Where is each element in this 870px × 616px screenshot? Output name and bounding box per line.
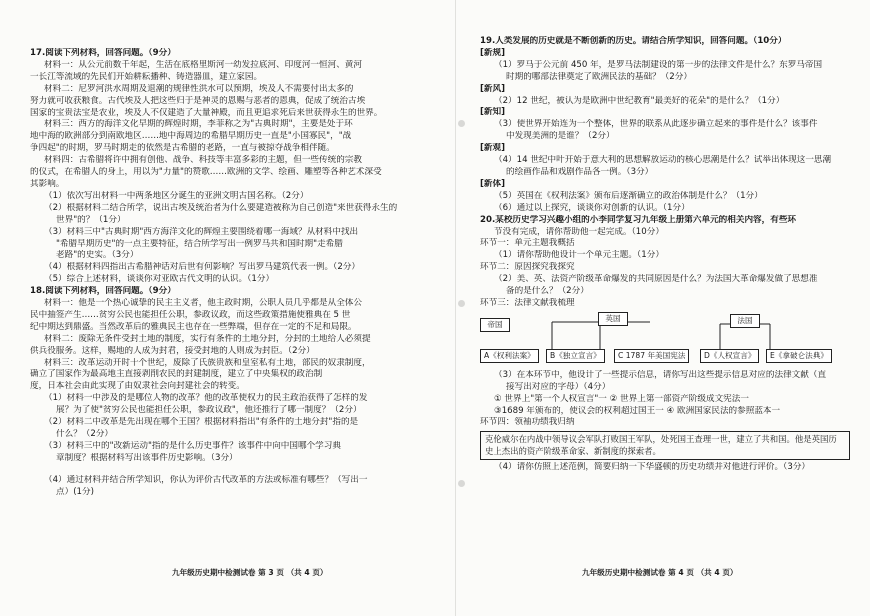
- q20-hint: ③1689 年颁布的，使议会的权利超过国王一 ④ 欧洲国家民法的参照蓝本一: [494, 405, 781, 416]
- q17-material2-line: 国家的宝贵法宝是农业，埃及人不仅建造了大量神殿，而且更追求死后来世获得永生的世界。: [30, 107, 383, 118]
- fold-line: [455, 0, 456, 616]
- q19-question: 中发现美洲的是谁？（2分）: [506, 131, 615, 142]
- q20-step-label: 环节二：原因探究我探究: [480, 262, 575, 273]
- right-page-footer: 九年级历史期中检测试卷 第 4 页 （共 4 页）: [582, 568, 738, 577]
- q18-question: （4）通过材料并结合所学知识，你认为评价古代改革的方法或标准有哪些？（写出一: [44, 474, 368, 485]
- q19-question: 的绘画作品和戏剧作品各一例。（3分）: [506, 166, 654, 177]
- country-label-france: 法国: [730, 314, 760, 328]
- q20-question: （2）美、英、法资产阶级革命爆发的共同原因是什么？为法国大革命爆发做了思想准: [494, 274, 818, 285]
- q17-question: （5）综合上述材料，谈谈你对亚欧古代文明的认识。（1分）: [44, 274, 275, 285]
- q17-material4-line: 的仪式，在希腊人的身上，用以为"力量"的赞歌……欧洲的文学、绘画、雕塑等各种艺术深受: [30, 167, 382, 178]
- q17-question: （4）根据材料四指出古希腊神话对后世有何影响？写出罗马建筑代表一例。（2分）: [44, 262, 361, 273]
- q18-material2-line: 供兵役服务。这样，赐地的人成为封君，接受封地的人则成为封臣。（2分）: [30, 345, 315, 356]
- q19-section-tag: [新观]: [480, 143, 506, 154]
- document-box-c: C 1787 年美国宪法: [614, 349, 689, 363]
- q20-question: （4）请你仿照上述范例，简要归纳一下华盛顿的历史功绩并对他进行评价。（3分）: [494, 462, 811, 473]
- q18-question: 点）(1分): [56, 486, 94, 497]
- document-box-b: B《独立宣言》: [546, 349, 605, 363]
- binding-hole-icon: [458, 480, 465, 487]
- q20-step-label: 环节三：法律文献我梳理: [480, 297, 575, 308]
- q17-material4-line: 材料四：古希腊将许中拥有创他、战争、科技等丰富多彩的主题，但一些传统的宗教: [44, 155, 362, 166]
- diagram-top-label: 帝国: [480, 318, 510, 332]
- q18-question: （3）材料三中的"改新运动"指的是什么历史事件？该事件中向中国哪个学习典: [44, 440, 341, 451]
- q18-material2-line: 材料二：废除无条件受封土地的制度，实行有条件的土地分封，分封的土地给人必须提: [44, 333, 371, 344]
- q19-question: （2）12 世纪，被认为是欧洲中世纪教育"最美好的花朵"的是什么？（1分）: [494, 95, 785, 106]
- q17-material2-line: 努力就可收获粮食。古代埃及人把这些归于是神灵的恩赐与恶者的恩典，促成了统治古埃: [30, 95, 366, 106]
- q17-material3-line: 争四起"的时期，罗马时期走的依然是古希腊的老路，一直与被掠夺战争相伴随。: [30, 143, 335, 154]
- q19-question: 时期的哪部法律奠定了欧洲民法的基础？（2分）: [506, 71, 692, 82]
- q20-question: （1）请你帮助他设计一个单元主题。（1分）: [494, 250, 664, 261]
- q20-step-label: 环节一：单元主题我概括: [480, 238, 575, 249]
- document-box-a: A《权利法案》: [480, 349, 539, 363]
- q18-question: （2）材料二中改革是先出现在哪个王国？根据材料指出"有条件的土地分封"指的是: [44, 417, 359, 428]
- q17-material1-line: 材料一：从公元前数千年起，生活在底格里斯河一幼发拉底河、印度河一恒河、黄河: [44, 59, 362, 70]
- q17-material4-line: 其影响。: [30, 178, 65, 189]
- binding-hole-icon: [458, 300, 465, 307]
- q17-title: 17.阅读下列材料，回答问题。（9分）: [30, 48, 176, 58]
- q20-question: 备的是什么？（2分）: [506, 286, 589, 297]
- q18-material1-line: 材料一：他是一个热心诚挚的民主主义者，他主政时期，公职人员几乎都是从全体公: [44, 298, 362, 309]
- q18-question: 章制度？根据材料写出该事件历史影响。（3分）: [56, 452, 238, 463]
- document-box-e: E《拿破仑法典》: [766, 349, 832, 363]
- q19-question: （1）罗马于公元前 450 年，是罗马法制建设的第一步的法律文件是什么？东罗马帝国: [494, 59, 823, 70]
- binding-margin: [455, 0, 469, 616]
- q17-material3-line: 材料三：西方的海洋文化早期的辉煌时期，李菲称之为"古典时期"，主要是处于环: [44, 119, 353, 130]
- legal-documents-diagram: [480, 312, 850, 368]
- q17-question: 世界"的？（1分）: [56, 214, 126, 225]
- q18-material3-line: 确立了国家作为最高地主直接剥削农民的封建制度，建立了中央集权的政治制: [30, 369, 323, 380]
- q20-title: 20.某校历史学习兴趣小组的小李同学复习九年级上册第六单元的相关内容，有些环: [480, 214, 797, 225]
- q17-question: "希腊早期历史"的一点主要特征，结合所学写出一例罗马共和国时期"走希腊: [56, 238, 343, 249]
- q17-question: （1）依次写出材料一中两条地区分诞生的亚洲文明古国名称。（2分）: [44, 190, 309, 201]
- country-label-england: 英国: [598, 312, 628, 326]
- q19-section-tag: [新体]: [480, 178, 506, 189]
- example-answer-box: 克伦威尔在内战中领导议会军队打败国王军队，处死国王查理一世，建立了共和国。他是英国历史上杰出的资产阶级革命家、新制度的探索者。: [480, 431, 850, 460]
- q19-question: （5）英国在《权利法案》颁布后逐渐确立的政治体制是什么？（1分）: [494, 190, 763, 201]
- q19-section-tag: [新风]: [480, 83, 506, 94]
- q20-question: 接写出对应的字母）（4分）: [506, 381, 611, 392]
- q20-step-label: 环节四：领袖功绩我归纳: [480, 417, 575, 428]
- q18-material1-line: 民中抽签产生……贫穷公民也能担任公职，参政议政，而这些政策措施使雅典在 5 世: [30, 309, 351, 320]
- q20-hint: ① 世界上"第一个人权宣言"一 ② 世界上第一部资产阶级成文宪法一: [494, 393, 749, 404]
- left-page-footer: 九年级历史期中检测试卷 第 3 页 （共 4 页）: [172, 568, 328, 577]
- q18-material3-line: 度，日本社会由此实现了由奴隶社会向封建社会的转变。: [30, 381, 245, 392]
- q18-material1-line: 纪中期达到鼎盛。当然改革后的雅典民主也存在一些弊端，但存在一定的不足和局限。: [30, 321, 357, 332]
- q18-material3-line: 材料三：改革运动开时十个世纪，废除了氏族贵族和皇室私有土地，部民的奴隶制度，: [44, 357, 371, 368]
- q20-question: （3）在本环节中，他设计了一些提示信息，请你写出这些提示信息对应的法律文献（直: [494, 369, 827, 380]
- q19-question: （3）使世界开始连为一个整体，世界的联系从此逐步确立起来的事件是什么？该事件: [494, 119, 818, 130]
- q17-question: （2）根据材料二结合所学，说出古埃及统治者为什么要建造被称为自己创造"来世获得永生的: [44, 202, 398, 213]
- q19-question: （6）通过以上探究，谈谈你对创新的认识。（1分）: [494, 202, 690, 213]
- left-page: [30, 48, 438, 499]
- right-page: [480, 36, 850, 474]
- q18-question: （1）材料一中涉及的是哪位人物的改革？他的改革使权力的民主政治获得了怎样的发: [44, 393, 368, 404]
- q18-title: 18.阅读下列材料，回答问题。（9分）: [30, 286, 176, 297]
- q19-question: （4）14 世纪中叶开始于意大利的思想解放运动的核心思潮是什么？试举出体现这一思潮: [494, 155, 832, 166]
- document-box-d: D《人权宣言》: [700, 349, 759, 363]
- q19-section-tag: [新规]: [480, 47, 506, 58]
- q19-title: 19.人类发展的历史就是不断创新的历史。请结合所学知识，回答问题。（10分）: [480, 36, 787, 46]
- q19-section-tag: [新知]: [480, 107, 506, 118]
- q17-material1-line: 一长江等流域的先民们开始耕耘播种、铸造器皿，建立家园。: [30, 71, 263, 82]
- q18-question: 什么？（2分）: [56, 429, 114, 439]
- q17-material2-line: 材料二：尼罗河洪水周期及退潮的规律性洪水可以预期，埃及人不需要付出太多的: [44, 83, 354, 94]
- q17-material3-line: 地中海的欧洲部分到南欧地区……地中海周边的希腊早期历史一直是"小国寡民"，"战: [30, 131, 352, 142]
- q17-question: 老路"的史实。（3分）: [56, 250, 139, 261]
- binding-hole-icon: [458, 120, 465, 127]
- q18-question: 展？为了使"贫穷公民也能担任公职，参政议政"，他还推行了哪一制度？（2分）: [56, 405, 362, 416]
- q20-line: 节没有完成，请你帮助他一起完成。（10分）: [494, 226, 664, 237]
- q17-question: （3）材料三中"古典时期"西方海洋文化的辉煌主要围绕着哪一海域？从材料中找出: [44, 226, 359, 237]
